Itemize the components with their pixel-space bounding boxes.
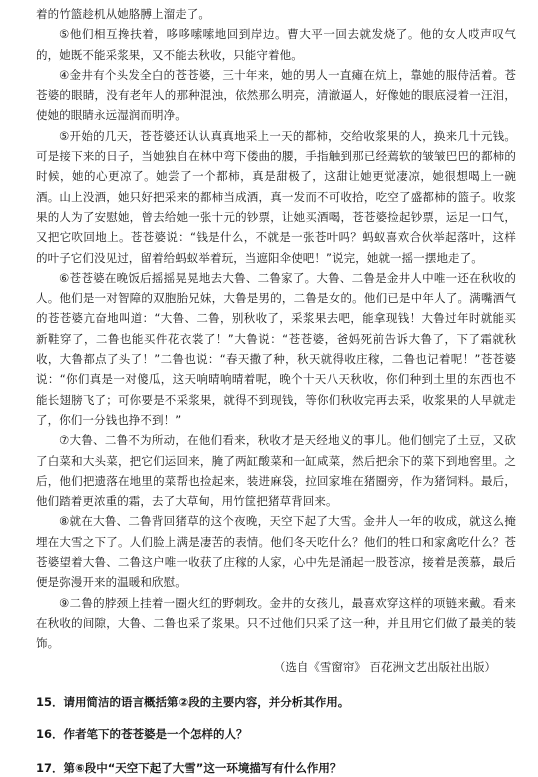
paragraph-5: ⑤开始的几天，苍苍婆还认认真真地采上一天的都柿，交给收浆果的人，换来几十元钱。可是接下来的日子，当她独自在林中弯下偻曲的腰，手指触到那已经蔫软的皱皱巴巴的都柿的时候，她的心更凉了。她尝了一个都柿，真是甜极了，这甜让她更觉凄凉，她很想喝上一碗酒。山上没酒，她只好把采来的都柿当成酒，真一发而不可收拾，吃空了盛都柿的篮子。收浆果的人为了安慰她，曾去给她一张十元的钞票，让她买酒喝，苍苍婆捡起钞票，运足一口气，又把它吹回地上。苍苍婆说：“钱是什么，不就是一张苍叶吗？蚂蚁喜欢合伙举起落叶，这样的叶子它们没见过，留着给蚂蚁举着玩，当遮阳伞使吧！”说完，她就一摇一摆地走了。: [36, 128, 516, 265]
paragraph-3: ⑤他们相互搀扶着，哆哆嗦嗦地回到岸边。曹大平一回去就发烧了。他的女人哎声叹气的，她既不能采浆果，又不能去秋收，只能守着他。: [36, 27, 516, 62]
question-16: 16．作者笔下的苍苍婆是一个怎样的人？: [36, 726, 248, 741]
question-17: 17．第⑥段中“天空下起了大雪”这一环境描写有什么作用？: [36, 760, 342, 775]
paragraph-continuation: 着的竹篮趁机从她胳膊上溜走了。: [36, 7, 210, 21]
paragraph-4: ④金井有个头发全白的苍苍婆，三十年来，她的男人一直瘫在炕上，靠她的服侍活着。苍苍婆的眼睛，没有老年人的那种混浊，依然那么明亮，清澈逼人，好像她的眼底浸着一汪泪，使她的眼睛永远湿润而明净。: [36, 67, 516, 123]
paragraph-8: ⑧就在大鲁、二鲁背回猪草的这个夜晚，天空下起了大雪。金井人一年的收成，就这么掩埋在大雪之下了。人们脸上满是凄苦的表情。他们冬天吃什么？他们的牲口和家禽吃什么？苍苍婆望着大鲁、二鲁这户唯一收获了庄稼的人家，心中先是涌起一股苍凉，接着是羡慕，最后便是弥漫开来的温暖和欣慰。: [36, 514, 516, 590]
question-15: 15．请用简洁的语言概括第②段的主要内容，并分析其作用。: [36, 694, 350, 709]
source-citation: （选自《雪窗帘》 百花洲文艺出版社出版）: [273, 659, 496, 674]
paragraph-9: ⑨二鲁的脖颈上挂着一圈火红的野刺玫。金井的女孩儿，最喜欢穿这样的项链来戴。看来在秋收的间隙，大鲁、二鲁也采了浆果。只不过他们只采了这一种，并且用它们做了最美的装饰。: [36, 595, 516, 651]
paragraph-6: ⑥苍苍婆在晚饭后摇摇晃晃地去大鲁、二鲁家了。大鲁、二鲁是金井人中唯一还在秋收的人。他们是一对智障的双胞胎兄妹，大鲁是男的，二鲁是女的。他们已是中年人了。满嘴酒气的苍苍婆亢奋地叫道：“大鲁、二鲁，别秋收了，采浆果去吧，能拿现钱！大鲁过年时就能买新鞋穿了，二鲁也能买件花衣裳了！”大鲁说：“苍苍婆，爸妈死前告诉大鲁了，下了霜就秋收，大鲁都点了头了！”二鲁也说：“春天撒了种，秋天就得收庄稼，二鲁也记着呢！”苍苍婆说：“你们真是一对傻瓜，这天响晴响晴着呢，晚个十天八天秋收，你们种到土里的东西也不能长翅膀飞了；可你要是不采浆果，就得不到现钱，等你们秋收完再去采，收浆果的人早就走了，你们一分钱也挣不到！”: [36, 270, 516, 427]
document-page: [36, 4, 516, 777]
paragraph-7: ⑦大鲁、二鲁不为所动，在他们看来，秋收才是天经地义的事儿。他们刨完了土豆，又砍了白菜和大头菜，把它们运回来，腌了两缸酸菜和一缸咸菜，然后把余下的菜下到地窖里。之后，他们把遗落在地里的菜帮也捡起来，装进麻袋，拉回家堆在猪圈旁，作为猪饲料。最后，他们踏着更浓重的霜，去了大草甸，用竹筐把猪草背回来。: [36, 433, 516, 509]
